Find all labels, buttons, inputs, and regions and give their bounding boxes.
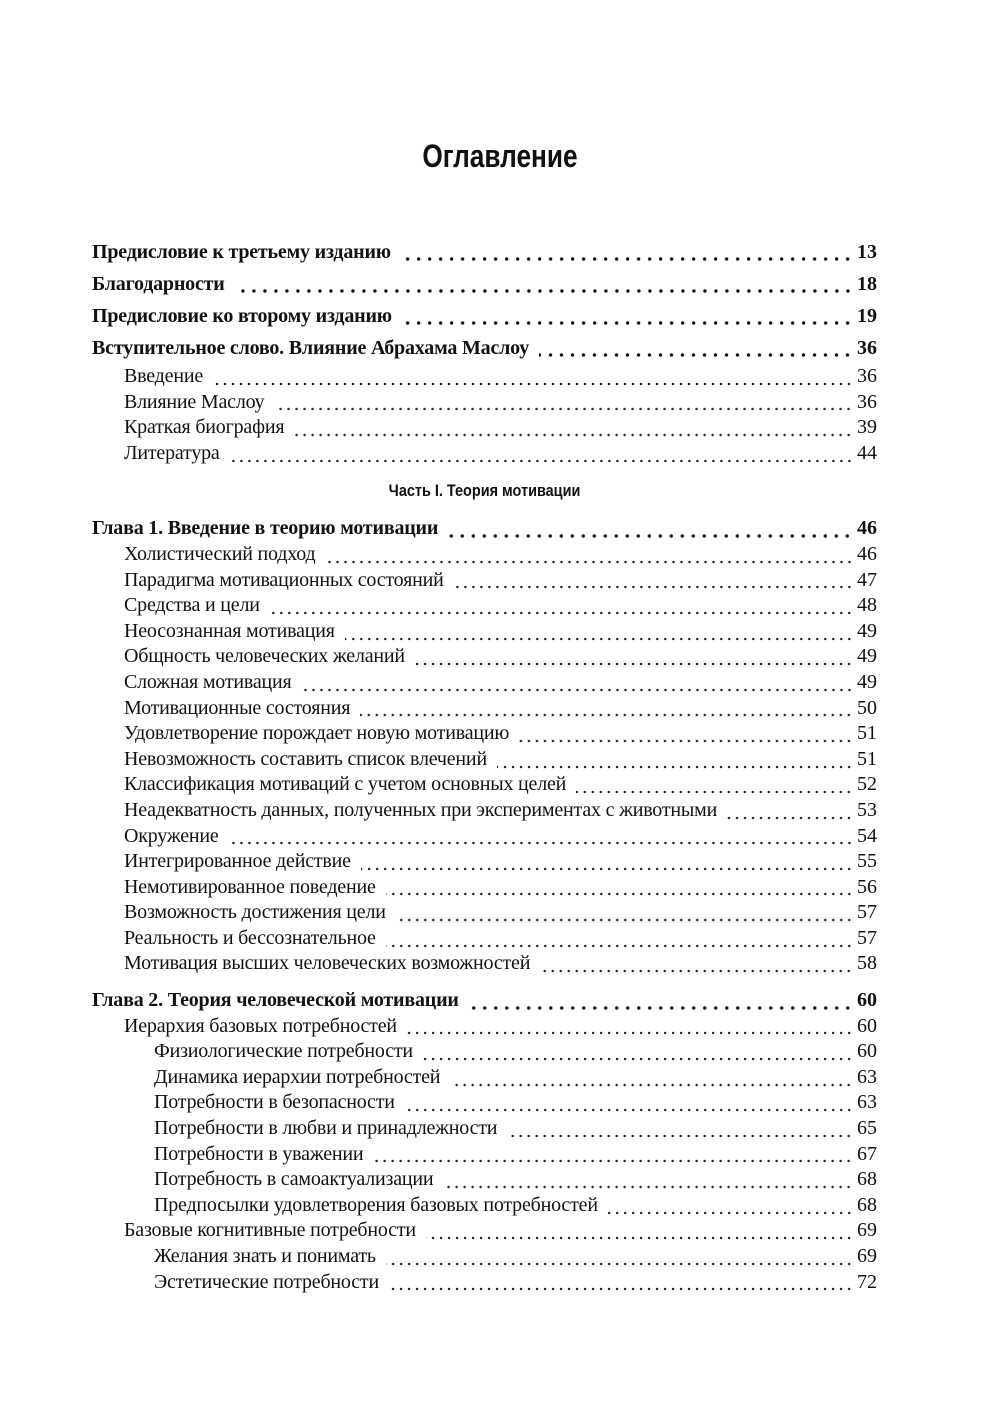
page-number: 47 <box>857 568 877 591</box>
dot-leader <box>229 841 853 845</box>
toc-subentry[interactable] <box>92 849 877 875</box>
dot-leader <box>386 892 853 896</box>
page-number: 68 <box>857 1168 877 1191</box>
toc-subentry[interactable] <box>92 1116 877 1142</box>
page-number: 46 <box>857 517 877 540</box>
table-of-contents <box>92 236 877 1295</box>
page-number: 46 <box>857 542 877 565</box>
entry-title: Физиологические потребности <box>154 1040 413 1063</box>
entry-title: Вступительное слово. Влияние Абрахама Маслоу <box>92 337 530 359</box>
toc-subentry[interactable] <box>92 926 877 952</box>
toc-subentry[interactable] <box>92 441 877 467</box>
dot-leader <box>448 534 853 538</box>
toc-subentry[interactable] <box>92 1065 877 1091</box>
dot-leader <box>389 1287 853 1291</box>
toc-subentry[interactable] <box>92 644 877 670</box>
toc-subentry[interactable] <box>92 721 877 747</box>
dot-leader <box>326 560 854 564</box>
toc-subentry[interactable] <box>92 798 877 824</box>
page-number: 67 <box>857 1142 877 1165</box>
page-number: 55 <box>857 850 877 873</box>
toc-subentry[interactable] <box>92 1039 877 1065</box>
entry-title: Классификация мотиваций с учетом основных целей <box>124 773 567 796</box>
chapter-entry[interactable] <box>92 516 877 542</box>
entry-title: Потребности в любви и принадлежности <box>154 1117 498 1140</box>
chapter-group <box>92 516 877 977</box>
page-number: 56 <box>857 875 877 898</box>
toc-subentry[interactable] <box>92 1090 877 1116</box>
dot-leader <box>426 1236 853 1240</box>
dot-leader <box>405 1108 853 1112</box>
toc-subentry[interactable] <box>92 900 877 926</box>
dot-leader <box>373 1159 853 1163</box>
dot-leader <box>519 739 853 743</box>
chapter-group <box>92 988 877 1295</box>
toc-subentry[interactable] <box>92 1142 877 1168</box>
page-number: 49 <box>857 619 877 642</box>
entry-title: Неадекватность данных, полученных при экспериментах с животными <box>124 798 718 821</box>
entry-title: Общность человеческих желаний <box>124 645 405 668</box>
entry-title: Предисловие ко второму изданию <box>92 305 392 327</box>
toc-subentry[interactable] <box>92 772 877 798</box>
dot-leader <box>727 816 853 820</box>
chapter-entry[interactable] <box>92 988 877 1014</box>
dot-leader <box>235 289 853 293</box>
toc-subentry[interactable] <box>92 364 877 390</box>
toc-entry[interactable] <box>92 268 877 300</box>
entry-title: Потребности в уважении <box>154 1142 364 1165</box>
dot-leader <box>454 585 853 589</box>
dot-leader <box>270 611 853 615</box>
dot-leader <box>302 688 853 692</box>
entry-title: Предисловие к третьему изданию <box>92 241 391 263</box>
page-number: 36 <box>857 337 877 359</box>
dot-leader <box>608 1211 853 1215</box>
toc-subentry[interactable] <box>92 1218 877 1244</box>
entry-title: Литература <box>124 441 220 464</box>
dot-leader <box>401 257 853 261</box>
toc-subentry[interactable] <box>92 670 877 696</box>
toc-subentry[interactable] <box>92 1270 877 1296</box>
page-number: 49 <box>857 670 877 693</box>
entry-title: Динамика иерархии потребностей <box>154 1065 441 1088</box>
dot-leader <box>386 944 853 948</box>
page-number: 58 <box>857 952 877 975</box>
page-number: 60 <box>857 1014 877 1037</box>
entry-title: Эстетические потребности <box>154 1270 379 1293</box>
page-number: 49 <box>857 645 877 668</box>
dot-leader <box>576 790 853 794</box>
dot-leader <box>360 713 853 717</box>
entry-title: Неосознанная мотивация <box>124 619 335 642</box>
dot-leader <box>497 765 853 769</box>
page-number: 60 <box>857 989 877 1012</box>
toc-subentry[interactable] <box>92 415 877 441</box>
dot-leader <box>274 407 853 411</box>
toc-entry[interactable] <box>92 332 877 364</box>
toc-subentry[interactable] <box>92 568 877 594</box>
dot-leader <box>402 321 853 325</box>
dot-leader <box>294 433 853 437</box>
dot-leader <box>539 353 853 357</box>
page-number: 53 <box>857 798 877 821</box>
entry-title: Удовлетворение порождает новую мотивацию <box>124 722 510 745</box>
page-number: 18 <box>857 273 877 295</box>
entry-title: Сложная мотивация <box>124 670 292 693</box>
entry-title: Невозможность составить список влечений <box>124 747 487 770</box>
page-number: 51 <box>857 747 877 770</box>
entry-title: Возможность достижения цели <box>124 901 386 924</box>
toc-subentry[interactable] <box>92 824 877 850</box>
page-number: 51 <box>857 722 877 745</box>
toc-subentry[interactable] <box>92 619 877 645</box>
entry-title: Средства и цели <box>124 594 260 617</box>
entry-title: Благодарности <box>92 273 225 295</box>
toc-subentry[interactable] <box>92 747 877 773</box>
page-number: 65 <box>857 1117 877 1140</box>
page-number: 54 <box>857 824 877 847</box>
chapters <box>92 516 877 1295</box>
entry-title: Краткая биография <box>124 416 285 439</box>
entry-title: Реальность и бессознательное <box>124 926 376 949</box>
dot-leader <box>443 1185 853 1189</box>
front-matter <box>92 236 877 466</box>
dot-leader <box>450 1083 853 1087</box>
dot-leader <box>469 1006 853 1010</box>
entry-title: Введение <box>124 365 204 387</box>
page-number: 57 <box>857 901 877 924</box>
entry-title: Желания знать и понимать <box>154 1245 376 1267</box>
entry-title: Базовые когнитивные потребности <box>124 1219 416 1242</box>
page-number: 36 <box>857 390 877 413</box>
entry-title: Парадигма мотивационных состояний <box>124 568 444 591</box>
entry-title: Окружение <box>124 824 219 847</box>
page-number: 19 <box>857 305 877 327</box>
toc-subentry[interactable] <box>92 593 877 619</box>
entry-title: Интегрированное действие <box>124 850 351 873</box>
entry-title: Предпосылки удовлетворения базовых потребностей <box>154 1193 598 1216</box>
toc-subentry[interactable] <box>92 390 877 416</box>
entry-title: Мотивационные состояния <box>124 696 351 719</box>
page-number: 52 <box>857 773 877 796</box>
entry-title: Мотивация высших человеческих возможностей <box>124 952 531 975</box>
entry-title: Иерархия базовых потребностей <box>124 1014 397 1037</box>
entry-title: Потребность в самоактуализации <box>154 1168 434 1191</box>
toc-subentry[interactable] <box>92 542 877 568</box>
entry-title: Влияние Маслоу <box>124 390 265 413</box>
entry-title: Немотивированное поведение <box>124 875 376 898</box>
dot-leader <box>213 382 853 386</box>
page-number: 50 <box>857 696 877 719</box>
page-number: 72 <box>857 1270 877 1293</box>
dot-leader <box>415 662 853 666</box>
dot-leader <box>507 1134 853 1138</box>
page-number: 13 <box>857 241 877 263</box>
page-title: Оглавление <box>422 138 578 174</box>
page-number: 69 <box>857 1245 877 1267</box>
entry-title: Глава 1. Введение в теорию мотивации <box>92 517 439 540</box>
dot-leader <box>361 867 853 871</box>
page-number: 63 <box>857 1065 877 1088</box>
toc-subentry[interactable] <box>92 1167 877 1193</box>
dot-leader <box>540 969 853 973</box>
dot-leader <box>230 459 853 463</box>
toc-subentry[interactable] <box>92 1014 877 1040</box>
page-number: 57 <box>857 926 877 949</box>
page-number: 60 <box>857 1040 877 1063</box>
entry-title: Глава 2. Теория человеческой мотивации <box>92 989 459 1012</box>
toc-subentry[interactable] <box>92 1244 877 1270</box>
entry-title: Холистический подход <box>124 542 316 565</box>
page-number: 63 <box>857 1091 877 1114</box>
part-heading: Часть I. Теория мотивации <box>388 481 581 501</box>
entry-title: Потребности в безопасности <box>154 1091 395 1114</box>
toc-subentry[interactable] <box>92 1193 877 1219</box>
page-number: 39 <box>857 416 877 439</box>
page-number: 48 <box>857 594 877 617</box>
page-number: 36 <box>857 365 877 387</box>
toc-entry[interactable] <box>92 300 877 332</box>
page-number: 69 <box>857 1219 877 1242</box>
dot-leader <box>345 637 853 641</box>
dot-leader <box>386 1262 853 1266</box>
dot-leader <box>423 1057 853 1061</box>
toc-subentry[interactable] <box>92 875 877 901</box>
dot-leader <box>396 918 853 922</box>
toc-subentry[interactable] <box>92 951 877 977</box>
dot-leader <box>407 1031 853 1035</box>
page-number: 44 <box>857 441 877 464</box>
toc-entry[interactable] <box>92 236 877 268</box>
page-number: 68 <box>857 1193 877 1216</box>
toc-subentry[interactable] <box>92 696 877 722</box>
